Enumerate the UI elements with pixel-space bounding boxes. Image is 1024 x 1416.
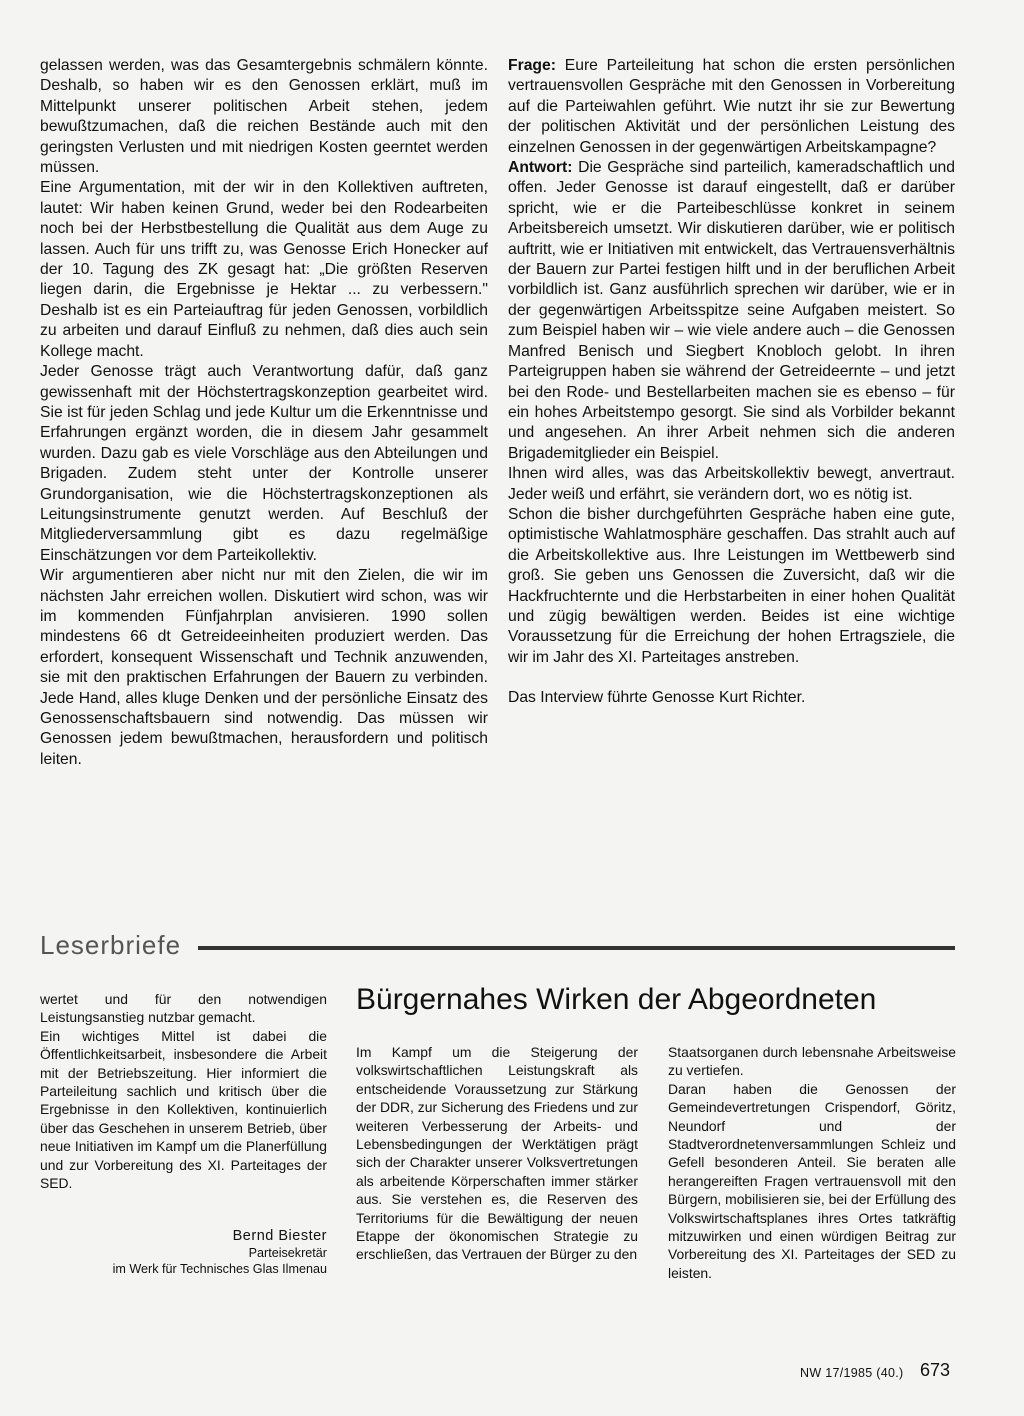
article-paragraph: Im Kampf um die Steigerung der volkswirtschaftlichen Leistungskraft als entscheidende Voraussetzung zur Stärkung der DDR, zur Sicherung des Friedens und zur weiteren Verbesserung der Arbeits- und Lebensbedingungen der Werktätigen prägt sich der Charakter unserer Volksvertretungen als arbeitende Körperschaften immer stärker aus. Sie verstehen es, die Reserven des Territoriums für die Bewältigung der neuen Etappe der ökonomischen Strategie zu erschließen, das Vertrauen der Bürger zu den — [356, 1044, 638, 1263]
section-header — [40, 928, 955, 968]
letter-signature — [40, 1227, 327, 1277]
interview-paragraph: gelassen werden, was das Gesamtergebnis schmälern könnte. Deshalb, so haben wir es den Genossen erklärt, muß im Mittelpunkt unserer politischen Arbeit stehen, jedem bewußtzumachen, daß die reichen Bestände auch mit den geringsten Verlusten und mit niedrigen Kosten geerntet werden müssen. — [40, 57, 488, 177]
answer-label: Antwort: — [508, 159, 573, 177]
author-name: Bernd Biester — [232, 1228, 327, 1244]
author-workplace: im Werk für Technisches Glas Ilmenau — [112, 1262, 327, 1276]
interview-paragraph: Eine Argumentation, mit der wir in den Kollektiven auftreten, lautet: Wir haben keinen Grund, weder bei den Rodearbeiten noch bei der Herbstbestellung die Qualität aus dem Auge zu lassen. Auch für uns trifft zu, was Genosse Erich Honecker auf der 10. Tagung des ZK gesagt hat: „Die größten Reserven liegen darin, die Ergebnisse je Hektar ... zu verbessern." Deshalb ist es ein Parteiauftrag für jeden Genossen, vorbildlich zu arbeiten und darauf Einfluß zu nehmen, daß dies auch sein Kollege macht. — [40, 179, 488, 360]
section-label: Leserbriefe — [40, 930, 182, 960]
question-label: Frage: — [508, 57, 556, 74]
issue-number: NW 17/1985 (40.) — [800, 1366, 904, 1380]
letter-paragraph: Ein wichtiges Mittel ist dabei die Öffentlichkeitsarbeit, insbesondere die Arbeit mit der Betriebszeitung. Hier informiert die Parteileitung sachlich und kritisch über die Ergebnisse in den Kollektiven, kontinuierlich über das Geschehen in unserem Betrieb, über neue Initiativen im Kampf um die Planerfüllung und zur Vorbereitung des XI. Parteitages der SED. — [40, 1027, 327, 1192]
interview-paragraph: Jeder Genosse trägt auch Verantwortung dafür, daß ganz gewissenhaft mit der Höchstertragskonzeption gearbeitet wird. Sie ist für jeden Schlag und jede Kultur um die Erkenntnisse und Erfahrungen ergänzt worden, die in diesem Jahr gesammelt wurden. Dazu gab es viele Vorschläge aus den Abteilungen und Brigaden. Zudem steht unter der Kontrolle unserer Grundorganisation, wie die Höchstertragskonzeptionen als Leitungsinstrumente genutzt werden. Auf Beschluß der Mitgliederversammlung gibt es dazu regelmäßige Einschätzungen vor dem Parteikollektiv. — [40, 363, 488, 564]
article-column-1 — [356, 1043, 638, 1264]
article-paragraph: Daran haben die Genossen der Gemeindevertretungen Crispendorf, Göritz, Neundorf und der Stadtverordnetenversammlungen Schleiz und Gefell besonderen Anteil. Sie beraten alle herangereiften Fragen vertrauensvoll mit den Bürgern, mobilisieren sie, bei der Erfüllung des Volkswirtschaftsplanes ihres Ortes tatkräftig mitzuwirken und einen würdigen Beitrag zur Vorbereitung des XI. Parteitages der SED zu leisten. — [668, 1080, 956, 1281]
interview-credit: Das Interview führte Genosse Kurt Richter. — [508, 689, 806, 707]
page-number: 673 — [920, 1360, 951, 1380]
letter-paragraph: wertet und für den notwendigen Leistungsanstieg nutzbar gemacht. — [40, 991, 327, 1026]
interview-right-column — [508, 56, 955, 709]
article-headline: Bürgernahes Wirken der Abgeordneten — [356, 983, 877, 1016]
answer-text: Die Gespräche sind parteilich, kameradschaftlich und offen. Jeder Genosse ist darauf eingestellt, daß er darüber spricht, wie er die Parteibeschlüsse konkret in seinem Arbeitsbereich umsetzt. Wir diskutieren darüber, wie er politisch auftritt, wie er Initiativen mit entwickelt, das Vertrauensverhältnis der Bauern zur Partei festigen hilft und in der beruflichen Arbeit vorbildlich ist. Ganz ausführlich sprechen wir darüber, wie er in der gegenwärtigen Arbeitsspitze seine Aufgaben meistert. So zum Beispiel haben wir – wie viele andere auch – die Genossen Manfred Benisch und Siegbert Knobloch gelobt. In ihren Parteigruppen haben sie während der Getreideernte – und jetzt bei den Rode- und Bestellarbeiten machen sie es ebenso – für ein hohes Arbeitstempo gesorgt. Sie sind als Vorbilder bekannt und angesehen. An ihrer Arbeit nehmen sich die anderen Brigademitglieder ein Beispiel. — [508, 159, 955, 462]
question-paragraph — [508, 56, 955, 158]
question-text: Eure Parteileitung hat schon die ersten persönlichen vertrauensvollen Gespräche mit den Genossen in Vorbereitung auf die Parteiwahlen geführt. Wie nutzt ihr sie zur Bewertung der politischen Aktivität und der persönlichen Leistung des einzelnen Genossen in der gegenwärtigen Arbeitskampagne? — [508, 57, 956, 156]
interview-paragraph: Ihnen wird alles, was das Arbeitskollektiv bewegt, anvertraut. Jeder weiß und erfährt, sie verändern dort, wo es nötig ist. — [508, 465, 955, 503]
interview-left-column — [40, 56, 488, 770]
section-rule — [198, 946, 955, 950]
author-role: Parteisekretär — [248, 1246, 327, 1260]
letter-column — [40, 990, 327, 1192]
answer-paragraph — [508, 158, 955, 464]
interview-paragraph: Wir argumentieren aber nicht nur mit den Zielen, die wir im nächsten Jahr erreichen wollen. Diskutiert wird schon, was wir im kommenden Fünfjahrplan anvisieren. 1990 sollen mindestens 66 dt Getreideeinheiten produziert werden. Das erfordert, konsequent Wissenschaft und Technik anzuwenden, sie mit den praktischen Erfahrungen der Bauern zu verbinden. Jede Hand, alles kluge Denken und der persönliche Einsatz des Genossenschaftsbauern sind notwendig. Das müssen wir Genossen jedem bewußtmachen, herausfordern und politisch leiten. — [40, 567, 488, 768]
article-column-2 — [668, 1043, 956, 1282]
interview-paragraph: Schon die bisher durchgeführten Gespräche haben eine gute, optimistische Wahlatmosphäre geschaffen. Das strahlt auch auf die Arbeitskollektive aus. Ihre Leistungen im Wettbewerb sind groß. Sie geben uns Genossen die Zuversicht, daß wir die Hackfruchternte und die Herbstarbeiten in einer hohen Qualität und zügig bewältigen werden. Beides ist eine wichtige Voraussetzung für die Erreichung der hohen Ertragsziele, die wir im Jahr des XI. Parteitages anstreben. — [508, 505, 955, 666]
article-paragraph: Staatsorganen durch lebensnahe Arbeitsweise zu vertiefen. — [668, 1044, 956, 1079]
